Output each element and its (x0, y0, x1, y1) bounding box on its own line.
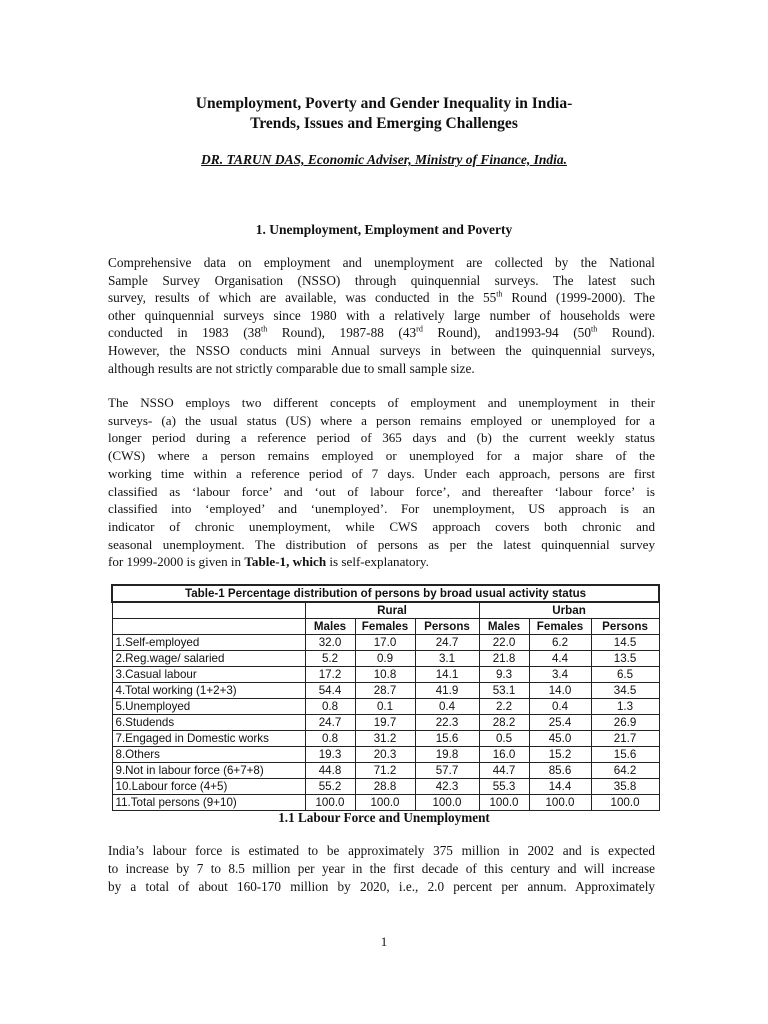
column-header: Males (479, 619, 529, 635)
paragraph-2 (108, 394, 655, 571)
table-cell: 32.0 (305, 635, 355, 651)
table-cell: 3.4 (529, 667, 591, 683)
table-row (112, 651, 659, 667)
table-cell: 9.3 (479, 667, 529, 683)
group-header-rural: Rural (305, 602, 479, 619)
table-row (112, 715, 659, 731)
table-cell: 3.1 (415, 651, 479, 667)
table-cell: 25.4 (529, 715, 591, 731)
row-label: 5.Unemployed (112, 699, 305, 715)
column-header: Persons (591, 619, 659, 635)
text-line: longer period during a reference period of 365 days and (b) the current weekly status (108, 430, 655, 446)
table-cell: 0.4 (415, 699, 479, 715)
text-line: by a total of about 160-170 million by 2020, i.e., 2.0 percent per annum. Approximately (108, 878, 655, 894)
title-line-1: Unemployment, Poverty and Gender Inequality in India- (195, 95, 573, 112)
table-cell: 22.3 (415, 715, 479, 731)
text-line: conducted in 1983 (38th Round), 1987-88 (43rd Round), and1993-94 (50th Round). (108, 324, 655, 341)
text-line: classified into ‘employed’ and ‘unemployed’. For unemployment, US approach is an (108, 501, 655, 517)
table-cell: 53.1 (479, 683, 529, 699)
table-cell: 41.9 (415, 683, 479, 699)
table-cell: 16.0 (479, 747, 529, 763)
table-cell: 57.7 (415, 763, 479, 779)
table-cell: 100.0 (305, 795, 355, 811)
table-cell: 34.5 (591, 683, 659, 699)
table-cell: 22.0 (479, 635, 529, 651)
table-cell: 10.8 (355, 667, 415, 683)
text-line: for 1999-2000 is given in Table-1, which is self-explanatory. (108, 554, 429, 570)
table-cell: 100.0 (591, 795, 659, 811)
text-line: other quinquennial surveys since 1980 with a relatively large number of households were (108, 307, 655, 323)
table-cell: 44.8 (305, 763, 355, 779)
page-number: 1 (380, 934, 388, 949)
paragraph-1 (108, 254, 655, 377)
table-cell: 71.2 (355, 763, 415, 779)
subsection-heading: 1.1 Labour Force and Unemployment (278, 810, 490, 825)
row-label: 3.Casual labour (112, 667, 305, 683)
table-cell: 100.0 (479, 795, 529, 811)
group-header-urban: Urban (479, 602, 659, 619)
text-line: The NSSO employs two different concepts of employment and unemployment in their (108, 395, 655, 410)
column-header: Females (529, 619, 591, 635)
row-label: 11.Total persons (9+10) (112, 795, 305, 811)
table-cell: 17.2 (305, 667, 355, 683)
table-cell: 24.7 (415, 635, 479, 651)
table-cell: 4.4 (529, 651, 591, 667)
table-cell: 6.5 (591, 667, 659, 683)
author-line: DR. TARUN DAS, Economic Adviser, Ministry of Finance, India. (201, 152, 567, 167)
text-line: seasonal unemployment. The distribution of persons as per the latest quinquennial survey (108, 536, 655, 552)
table-cell: 100.0 (529, 795, 591, 811)
column-header: Females (355, 619, 415, 635)
table-cell: 31.2 (355, 731, 415, 747)
table-cell: 14.0 (529, 683, 591, 699)
table-cell: 1.3 (591, 699, 659, 715)
text-line: surveys- (a) the usual status (US) where a person remains employed or unemployed for a (108, 412, 655, 428)
table-row (112, 699, 659, 715)
text-line: India’s labour force is estimated to be approximately 375 million in 2002 and is expected (108, 843, 655, 858)
table-cell: 19.3 (305, 747, 355, 763)
table-corner-cell (112, 619, 305, 635)
activity-status-table (111, 584, 660, 811)
text-line: classified as ‘labour force’ and ‘out of labour force’, and thereafter ‘labour force’ is (108, 483, 655, 499)
column-header: Persons (415, 619, 479, 635)
table-cell: 0.1 (355, 699, 415, 715)
row-label: 1.Self-employed (112, 635, 305, 651)
table-row (112, 747, 659, 763)
paragraph-3 (108, 842, 655, 895)
text-line: (CWS) where a person remains employed or unemployed for a major share of the (108, 448, 655, 464)
row-label: 10.Labour force (4+5) (112, 779, 305, 795)
table-cell: 0.5 (479, 731, 529, 747)
table-cell: 55.2 (305, 779, 355, 795)
table-cell: 14.5 (591, 635, 659, 651)
table-cell: 44.7 (479, 763, 529, 779)
table-cell: 28.7 (355, 683, 415, 699)
table-cell: 54.4 (305, 683, 355, 699)
text-line: although results are not strictly comparable due to small sample size. (108, 360, 475, 376)
row-label: 4.Total working (1+2+3) (112, 683, 305, 699)
table-cell: 24.7 (305, 715, 355, 731)
table-cell: 15.6 (415, 731, 479, 747)
table-cell: 35.8 (591, 779, 659, 795)
table-cell: 14.1 (415, 667, 479, 683)
table-row (112, 795, 659, 811)
table-row (112, 763, 659, 779)
row-label: 6.Studends (112, 715, 305, 731)
text-line: working time within a reference period of 7 days. Under each approach, persons are first (108, 465, 655, 481)
table-row (112, 731, 659, 747)
table-cell: 0.4 (529, 699, 591, 715)
row-label: 2.Reg.wage/ salaried (112, 651, 305, 667)
table-row (112, 635, 659, 651)
table-cell: 85.6 (529, 763, 591, 779)
table-cell: 21.8 (479, 651, 529, 667)
table-reference: Table-1, which (244, 554, 327, 570)
table-cell: 2.2 (479, 699, 529, 715)
table-cell: 100.0 (415, 795, 479, 811)
table-cell: 13.5 (591, 651, 659, 667)
table-cell: 42.3 (415, 779, 479, 795)
row-label: 7.Engaged in Domestic works (112, 731, 305, 747)
text-line: survey, results of which are available, was conducted in the 55th Round (1999-2000). The (108, 289, 655, 306)
table-cell: 14.4 (529, 779, 591, 795)
table-row (112, 779, 659, 795)
table-cell: 6.2 (529, 635, 591, 651)
table-cell: 0.9 (355, 651, 415, 667)
text-line: Sample Survey Organisation (NSSO) through quinquennial surveys. The latest such (108, 272, 655, 288)
text-line: indicator of chronic unemployment, while CWS approach covers both chronic and (108, 518, 655, 534)
table-cell: 19.7 (355, 715, 415, 731)
text-line: Comprehensive data on employment and unemployment are collected by the National (108, 255, 655, 270)
table-cell: 17.0 (355, 635, 415, 651)
text-line: However, the NSSO conducts mini Annual surveys in between the quinquennial surveys, (108, 342, 655, 358)
column-header: Males (305, 619, 355, 635)
table-cell: 100.0 (355, 795, 415, 811)
table-caption: Table-1 Percentage distribution of persons by broad usual activity status (112, 585, 659, 602)
table-cell: 20.3 (355, 747, 415, 763)
table-cell: 19.8 (415, 747, 479, 763)
table-cell: 5.2 (305, 651, 355, 667)
text-line: to increase by 7 to 8.5 million per year in the first decade of this century and will increase (108, 860, 655, 876)
document-title (0, 94, 768, 134)
table-row (112, 683, 659, 699)
table-row (112, 667, 659, 683)
table-cell: 15.6 (591, 747, 659, 763)
title-line-2: Trends, Issues and Emerging Challenges (250, 115, 518, 132)
section-heading: 1. Unemployment, Employment and Poverty (255, 222, 513, 237)
table-cell: 26.9 (591, 715, 659, 731)
table-cell: 45.0 (529, 731, 591, 747)
table-cell: 64.2 (591, 763, 659, 779)
row-label: 9.Not in labour force (6+7+8) (112, 763, 305, 779)
table-cell: 0.8 (305, 731, 355, 747)
table-corner-cell (112, 602, 305, 619)
table-cell: 21.7 (591, 731, 659, 747)
table-cell: 28.2 (479, 715, 529, 731)
table-cell: 15.2 (529, 747, 591, 763)
table-cell: 0.8 (305, 699, 355, 715)
table-cell: 28.8 (355, 779, 415, 795)
table-cell: 55.3 (479, 779, 529, 795)
row-label: 8.Others (112, 747, 305, 763)
